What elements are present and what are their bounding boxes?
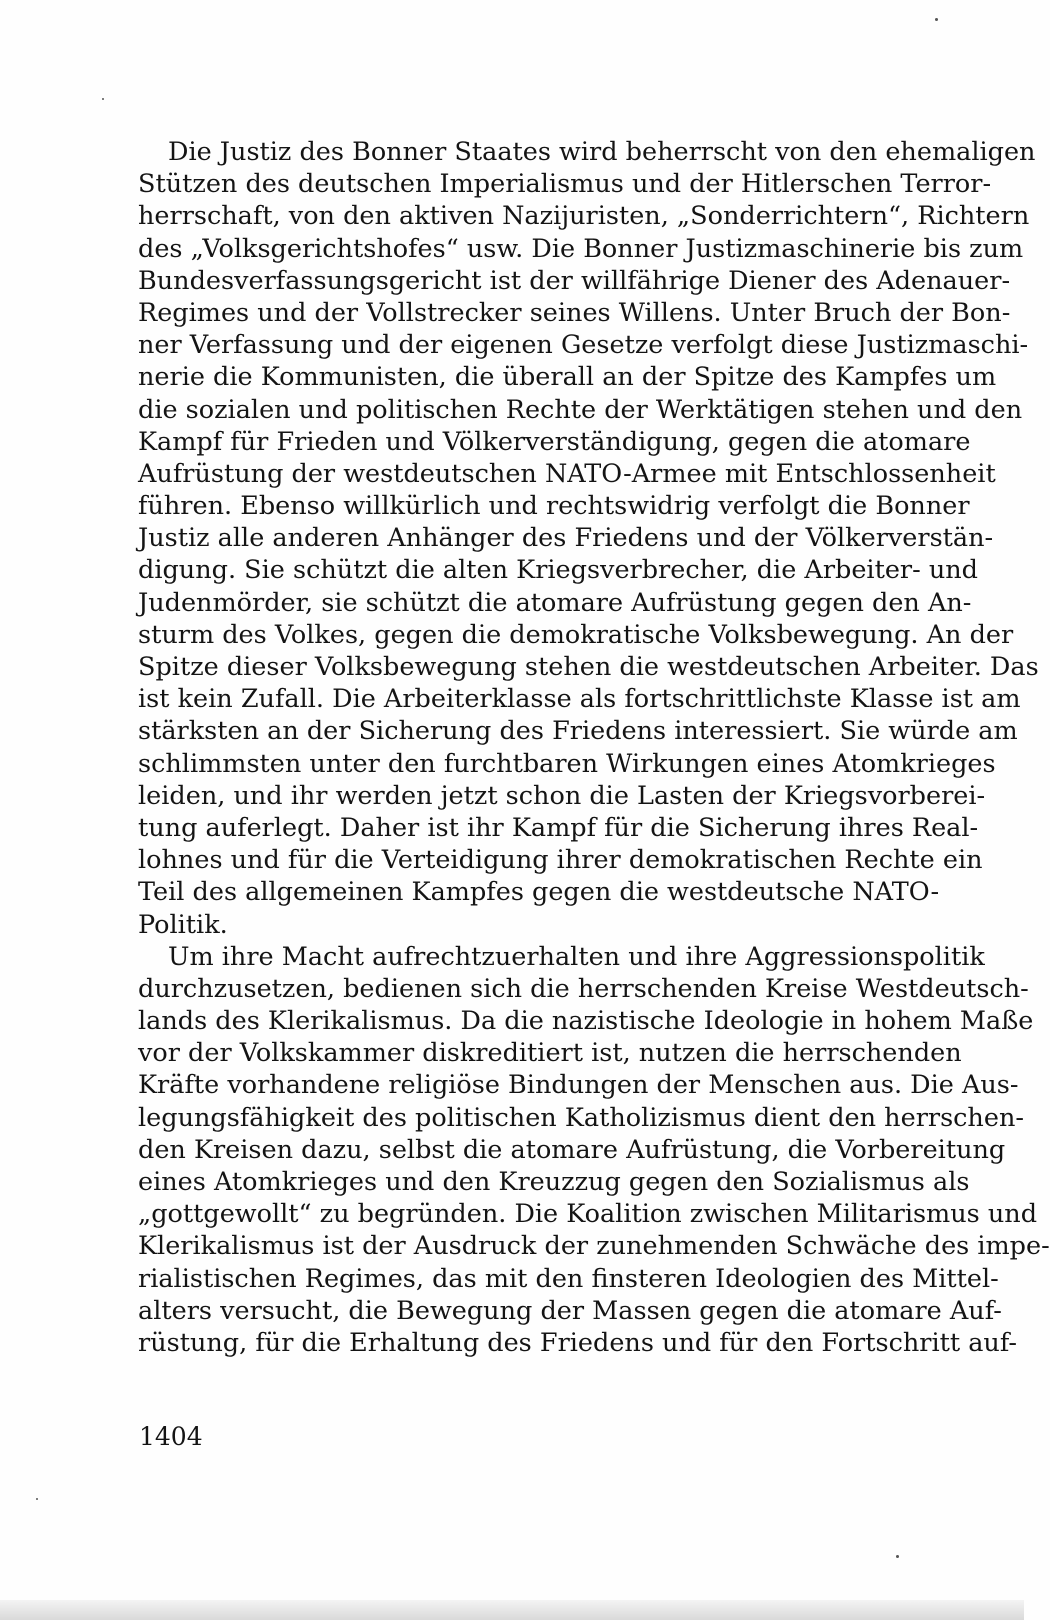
text-line: ner Verfassung und der eigenen Gesetze verfolgt diese Justizmaschi- <box>138 330 1029 361</box>
text-line: alters versucht, die Bewegung der Massen gegen die atomare Auf- <box>138 1295 1002 1326</box>
text-line: vor der Volkskammer diskreditiert ist, nutzen die herrschenden <box>138 1038 962 1069</box>
text-line: „gottgewollt“ zu begründen. Die Koalition zwischen Militarismus und <box>138 1199 1038 1230</box>
text-line: Judenmörder, sie schützt die atomare Aufrüstung gegen den An- <box>138 587 972 618</box>
body-text <box>138 136 1050 1359</box>
text-line: nerie die Kommunisten, die überall an der Spitze des Kampfes um <box>138 362 997 393</box>
text-line: Kampf für Frieden und Völkerverständigung, gegen die atomare <box>138 426 971 457</box>
text-line: legungsfähigkeit des politischen Katholizismus dient den herrschen- <box>138 1102 1024 1133</box>
text-line: sturm des Volkes, gegen die demokratische Volksbewegung. An der <box>138 619 1014 650</box>
text-line: ist kein Zufall. Die Arbeiterklasse als fortschrittlichste Klasse ist am <box>138 684 1021 715</box>
text-line: eines Atomkrieges und den Kreuzzug gegen den Sozialismus als <box>138 1167 970 1197</box>
text-line: tung auferlegt. Daher ist ihr Kampf für die Sicherung ihres Real- <box>138 812 979 843</box>
scan-speck <box>36 1498 38 1500</box>
text-line: Justiz alle anderen Anhänger des Friedens und der Völkerverstän- <box>138 523 994 554</box>
text-line: Bundesverfassungsgericht ist der willfährige Diener des Adenauer- <box>138 265 1011 296</box>
text-line: Aufrüstung der westdeutschen NATO-Armee mit Entschlossenheit <box>138 458 996 489</box>
page-number: 1404 <box>139 1422 203 1451</box>
text-line: leiden, und ihr werden jetzt schon die Lasten der Kriegsvorberei- <box>138 780 986 811</box>
text-line: schlimmsten unter den furchtbaren Wirkungen eines Atomkrieges <box>138 748 996 779</box>
text-line: digung. Sie schützt die alten Kriegsverbrecher, die Arbeiter- und <box>138 555 979 586</box>
text-line: Regimes und der Vollstrecker seines Willens. Unter Bruch der Bon- <box>138 297 1011 328</box>
text-line: herrschaft, von den aktiven Nazijuristen, „Sonderrichtern“, Richtern <box>138 201 1030 232</box>
scan-speck <box>896 1555 899 1558</box>
text-line: Klerikalismus ist der Ausdruck der zunehmenden Schwäche des impe- <box>138 1231 1050 1262</box>
text-line: Spitze dieser Volksbewegung stehen die westdeutschen Arbeiter. Das <box>138 652 1039 682</box>
text-line: Die Justiz des Bonner Staates wird beherrscht von den ehemaligen <box>168 137 1036 167</box>
text-line: durchzusetzen, bedienen sich die herrschenden Kreise Westdeutsch- <box>138 973 1029 1004</box>
text-line: Kräfte vorhandene religiöse Bindungen der Menschen aus. Die Aus- <box>138 1070 1019 1101</box>
text-line: Um ihre Macht aufrechtzuerhalten und ihre Aggressionspolitik <box>168 941 985 972</box>
page-bottom-edge <box>0 1600 1024 1620</box>
text-line: Stützen des deutschen Imperialismus und der Hitlerschen Terror- <box>138 169 992 200</box>
text-line: stärksten an der Sicherung des Friedens interessiert. Sie würde am <box>138 716 1018 747</box>
scan-speck <box>102 98 104 100</box>
text-line: lands des Klerikalismus. Da die nazistische Ideologie in hohem Maße <box>138 1006 1034 1037</box>
text-line: rüstung, für die Erhaltung des Friedens und für den Fortschritt auf- <box>138 1327 1018 1358</box>
text-line: rialistischen Regimes, das mit den finsteren Ideologien des Mittel- <box>138 1263 999 1294</box>
text-line: lohnes und für die Verteidigung ihrer demokratischen Rechte ein <box>138 845 983 876</box>
text-line: des „Volksgerichtshofes“ usw. Die Bonner Justizmaschinerie bis zum <box>138 233 1024 264</box>
text-line: die sozialen und politischen Rechte der Werktätigen stehen und den <box>138 394 1023 425</box>
text-line: führen. Ebenso willkürlich und rechtswidrig verfolgt die Bonner <box>138 491 970 522</box>
scan-speck <box>935 18 938 21</box>
text-line: Teil des allgemeinen Kampfes gegen die westdeutsche NATO- <box>138 877 940 908</box>
text-line: Politik. <box>138 909 228 940</box>
text-line: den Kreisen dazu, selbst die atomare Aufrüstung, die Vorbereitung <box>138 1134 1006 1165</box>
